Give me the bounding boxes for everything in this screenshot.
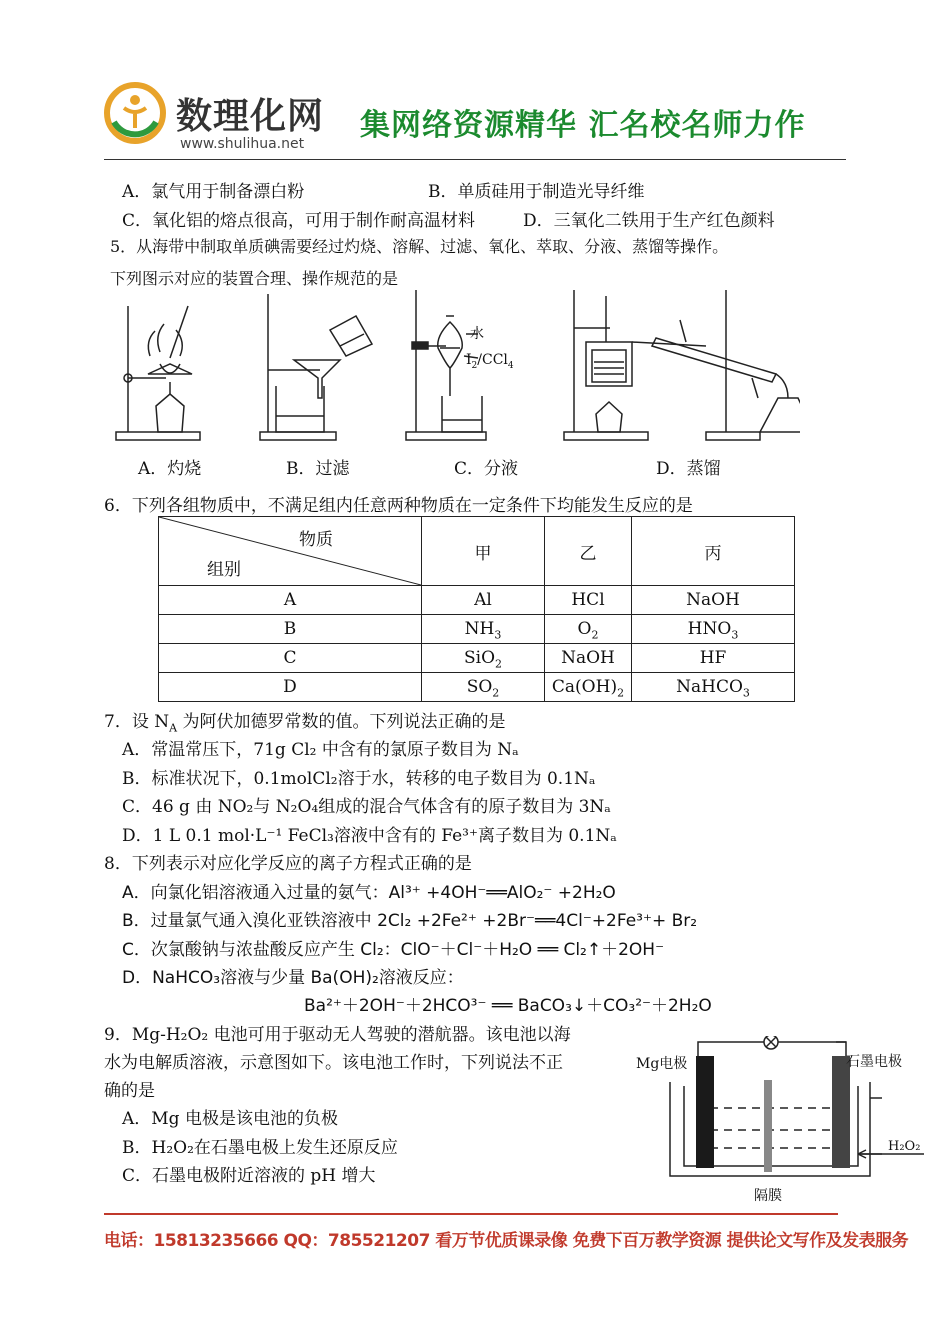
cell-jia: Al — [422, 586, 545, 615]
header-group: 组别 — [207, 560, 241, 580]
table-header-row — [159, 517, 795, 586]
col-header-yi: 乙 — [545, 517, 632, 586]
cell-bing: NaHCO$_3$ — [632, 673, 795, 702]
q8-option-a: A．向氯化铝溶液通入过量的氨气：Al³⁺ +4OH⁻══AlO₂⁻ +2H₂O — [122, 883, 616, 903]
q9-option-b: B．H₂O₂在石墨电极上发生还原反应 — [122, 1138, 398, 1158]
q9-option-c: C．石墨电极附近溶液的 pH 增大 — [122, 1166, 376, 1186]
cell-jia: SiO$_2$ — [422, 644, 545, 673]
cell-yi: $O_2$ — [545, 615, 632, 644]
q4-option-c: C．氧化铝的熔点很高，可用于制作耐高温材料 — [122, 211, 476, 231]
q5-stem-line2: 下列图示对应的装置合理、操作规范的是 — [110, 269, 399, 288]
q4-option-d: D．三氧化二铁用于生产红色颜料 — [523, 211, 775, 231]
cell-yi: NaOH — [545, 644, 632, 673]
table-row — [159, 673, 795, 702]
q6-table — [158, 516, 795, 702]
graphite-electrode-label: 石墨电极 — [846, 1054, 902, 1070]
col-header-bing: 丙 — [632, 517, 795, 586]
slogan: 集网络资源精华 汇名校名师力作 — [360, 108, 806, 143]
q5-label-a: A．灼烧 — [138, 459, 202, 479]
header-divider — [104, 159, 846, 160]
footer-contact: 电话：15813235666 QQ：785521207 看万节优质课录像 免费下百万教学资源 提供论文写作及发表服务 — [104, 1231, 909, 1251]
q9-stem-line3: 确的是 — [104, 1081, 155, 1101]
q7-option-c: C．46 g 由 NO₂与 N₂O₄组成的混合气体含有的原子数目为 3Nₐ — [122, 797, 611, 817]
cell-yi: $Ca(OH)_2$ — [545, 673, 632, 702]
q8-stem: 8．下列表示对应化学反应的离子方程式正确的是 — [104, 854, 472, 874]
apparatus-d-distillation — [564, 290, 800, 440]
cell-jia: $NH_3$ — [422, 615, 545, 644]
graphite-electrode — [832, 1056, 850, 1168]
group-cell: B — [159, 615, 422, 644]
mg-electrode-label: Mg电极 — [636, 1056, 688, 1072]
cell-bing: NaOH — [632, 586, 795, 615]
header-substance: 物质 — [299, 530, 333, 550]
q6-stem: 6．下列各组物质中，不满足组内任意两种物质在一定条件下均能发生反应的是 — [104, 496, 693, 516]
q4-option-b: B．单质硅用于制造光导纤维 — [428, 182, 645, 202]
brand-name: 数理化网 — [176, 96, 325, 137]
q8-option-d-equation: Ba²⁺＋2OH⁻＋2HCO³⁻ ══ BaCO₃↓＋CO₃²⁻＋2H₂O — [304, 996, 712, 1016]
membrane — [764, 1080, 772, 1172]
apparatus-a-burning — [116, 306, 200, 440]
q7-option-d: D．1 L 0.1 mol·L⁻¹ FeCl₃溶液中含有的 Fe³⁺离子数目为 0.1Nₐ — [122, 826, 617, 846]
h2o2-label: H₂O₂ — [888, 1139, 921, 1154]
col-header-jia: 甲 — [422, 517, 545, 586]
q8-option-b: B．过量氯气通入溴化亚铁溶液中 2Cl₂ +2Fe²⁺ +2Br⁻══4Cl⁻+2Fe³⁺+ Br₂ — [122, 911, 698, 931]
logo-icon — [104, 82, 166, 144]
table-diagonal-header — [159, 517, 422, 586]
group-cell: D — [159, 673, 422, 702]
apparatus-b-filtration — [260, 294, 372, 440]
mg-electrode — [696, 1056, 714, 1168]
q5-label-d: D．蒸馏 — [656, 459, 721, 479]
cell-bing: HF — [632, 644, 795, 673]
membrane-label: 隔膜 — [754, 1188, 782, 1204]
q8-option-d: D．NaHCO₃溶液与少量 Ba(OH)₂溶液反应： — [122, 968, 464, 988]
q7-option-b: B．标准状况下，0.1molCl₂溶于水，转移的电子数目为 0.1Nₐ — [122, 769, 596, 789]
q5-stem-line1: 5．从海带中制取单质碘需要经过灼烧、溶解、过滤、氧化、萃取、分液、蒸馏等操作。 — [110, 237, 729, 256]
table-row — [159, 615, 795, 644]
table-row — [159, 586, 795, 615]
battery-diagram — [636, 1036, 932, 1208]
cell-jia: $SO_2$ — [422, 673, 545, 702]
footer-divider — [104, 1213, 838, 1215]
q7-stem: 7．设 $N_A$ 为阿伏加德罗常数的值。下列说法正确的是 — [104, 712, 506, 735]
diagonal-line — [159, 517, 421, 585]
q4-option-a: A．氯气用于制备漂白粉 — [122, 182, 305, 202]
q8-option-c: C．次氯酸钠与浓盐酸反应产生 Cl₂：ClO⁻＋Cl⁻＋H₂O ══ Cl₂↑＋2OH⁻ — [122, 940, 665, 960]
q5-label-b: B．过滤 — [286, 459, 350, 479]
q5-apparatus-figure — [110, 286, 800, 446]
cell-yi: HCl — [545, 586, 632, 615]
brand-url: www.shulihua.net — [180, 136, 305, 152]
q7-option-a: A．常温常压下，71g Cl₂ 中含有的氯原子数目为 Nₐ — [122, 740, 519, 760]
q9-option-a: A．Mg 电极是该电池的负极 — [122, 1109, 338, 1129]
group-cell: A — [159, 586, 422, 615]
q5-label-c: C．分液 — [454, 459, 519, 479]
table-row — [159, 644, 795, 673]
funnel-water-label: 水 — [470, 326, 484, 342]
q9-stem-line2: 水为电解质溶液，示意图如下。该电池工作时，下列说法不正 — [104, 1053, 563, 1073]
group-cell: C — [159, 644, 422, 673]
cell-bing: $HNO_3$ — [632, 615, 795, 644]
funnel-organic-label: $I_2/CCl_4$ — [466, 352, 514, 371]
q9-stem-line1: 9．Mg-H₂O₂ 电池可用于驱动无人驾驶的潜航器。该电池以海 — [104, 1025, 571, 1045]
